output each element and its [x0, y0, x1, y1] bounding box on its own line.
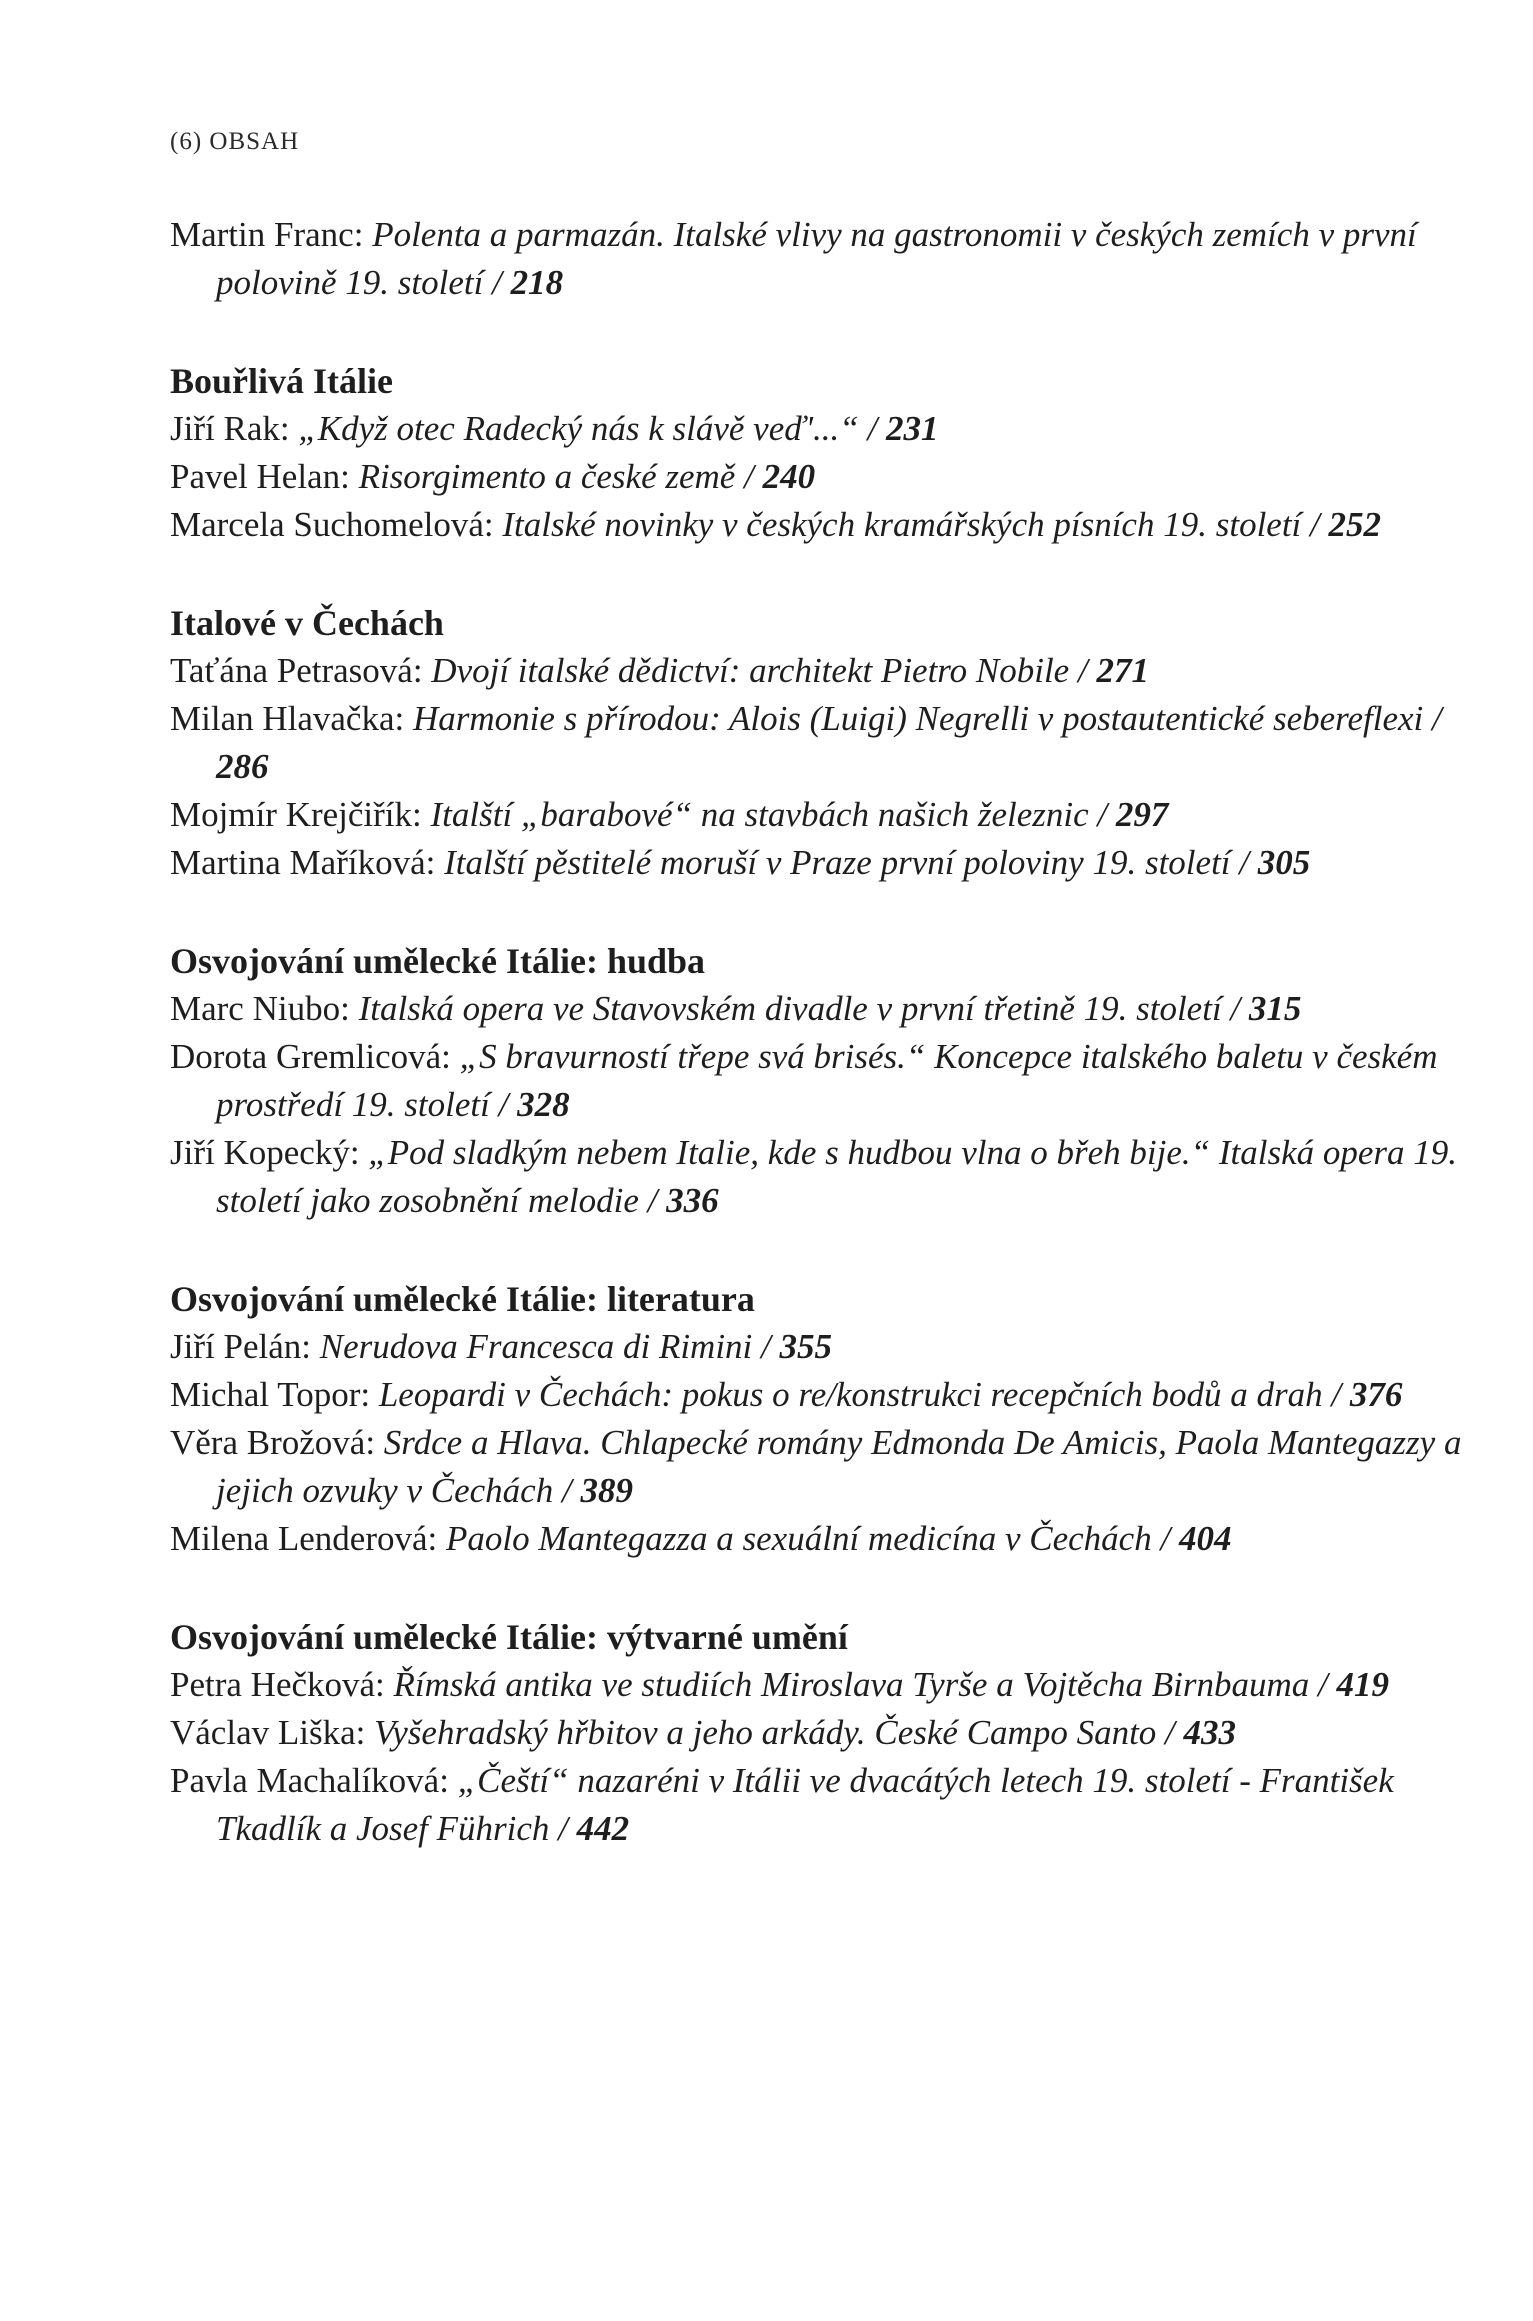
page-separator: / — [561, 1471, 572, 1510]
toc-entry — [170, 985, 1470, 1033]
entry-page-number: 336 — [666, 1181, 719, 1220]
page-separator: / — [1160, 1519, 1171, 1558]
toc-entry — [170, 839, 1470, 887]
entry-title: Dvojí italské dědictví: architekt Pietro Nobile — [431, 651, 1070, 690]
page-separator: / — [744, 457, 754, 496]
entry-page-number: 433 — [1183, 1713, 1237, 1752]
entry-author: Dorota Gremlicová: — [170, 1037, 451, 1076]
entry-author: Pavla Machalíková: — [170, 1761, 449, 1800]
entry-title: Srdce a Hlava. Chlapecké romány Edmonda De Amicis, Paola Mantegazzy a jejich ozvuky v Čechách — [216, 1423, 1462, 1510]
page-separator: / — [1331, 1375, 1342, 1414]
entry-page-number: 240 — [762, 457, 816, 496]
entry-page-number: 376 — [1349, 1375, 1403, 1414]
toc-entry — [170, 1515, 1470, 1563]
toc-entry — [170, 1709, 1470, 1757]
page-separator: / — [1077, 651, 1088, 690]
section-heading: Bouřlivá Itálie — [170, 361, 393, 401]
page-separator: / — [498, 1085, 509, 1124]
toc-entry — [170, 791, 1470, 839]
entry-title: Nerudova Francesca di Rimini — [319, 1327, 753, 1366]
entry-author: Michal Topor: — [170, 1375, 371, 1414]
intro-block — [170, 211, 1470, 307]
entry-page-number: 389 — [580, 1471, 633, 1510]
entry-title: „Když otec Radecký nás k slávě veď'...“ — [298, 409, 859, 448]
entry-author: Milan Hlavačka: — [170, 699, 405, 738]
entry-author: Martina Maříková: — [170, 843, 436, 882]
entry-author: Taťána Petrasová: — [170, 651, 423, 690]
entry-page-number: 305 — [1257, 843, 1311, 882]
page-separator: / — [867, 409, 878, 448]
entry-author: Martin Franc: — [170, 215, 364, 254]
entry-author: Věra Brožová: — [170, 1423, 376, 1462]
entry-author: Jiří Pelán: — [170, 1327, 311, 1366]
page-separator: / — [647, 1181, 658, 1220]
entry-page-number: 286 — [216, 747, 269, 786]
entry-page-number: 355 — [779, 1327, 833, 1366]
entry-title: „S bravurností třepe svá brisés.“ Koncepce italského baletu v českém prostředí 19. století — [216, 1037, 1438, 1124]
toc-entry — [170, 453, 1470, 501]
page-separator: / — [761, 1327, 771, 1366]
toc-section — [170, 357, 1470, 549]
entry-author: Milena Lenderová: — [170, 1519, 438, 1558]
page-separator: / — [1239, 843, 1250, 882]
page-separator: / — [1432, 699, 1442, 738]
toc-entry — [170, 405, 1470, 453]
entry-author: Václav Liška: — [170, 1713, 366, 1752]
toc-entry — [170, 1757, 1470, 1853]
entry-title: Paolo Mantegazza a sexuální medicína v Čechách — [446, 1519, 1152, 1558]
page-separator: / — [1310, 505, 1320, 544]
toc-entry — [170, 1323, 1470, 1371]
entry-title: Italští pěstitelé moruší v Praze první poloviny 19. století — [444, 843, 1231, 882]
entry-author: Jiří Kopecký: — [170, 1133, 360, 1172]
page-separator: / — [558, 1809, 568, 1848]
toc-entry — [170, 1419, 1470, 1515]
page-separator: / — [1165, 1713, 1175, 1752]
entry-title: Risorgimento a české země — [358, 457, 736, 496]
entry-title: Římská antika ve studiích Miroslava Tyrše a Vojtěcha Birnbauma — [393, 1665, 1310, 1704]
toc-section — [170, 599, 1470, 887]
entry-page-number: 271 — [1096, 651, 1149, 690]
page-separator: / — [1230, 989, 1241, 1028]
toc-entry — [170, 1129, 1470, 1225]
toc-entry — [170, 1033, 1470, 1129]
entry-author: Jiří Rak: — [170, 409, 290, 448]
entry-title: Vyšehradský hřbitov a jeho arkády. České Campo Santo — [374, 1713, 1157, 1752]
page-separator: / — [1097, 795, 1108, 834]
entry-page-number: 419 — [1336, 1665, 1389, 1704]
toc-page — [170, 128, 1470, 1853]
entry-title: „Čeští“ nazaréni v Itálii ve dvacátých letech 19. století - František Tkadlík a Josef Führich — [216, 1761, 1394, 1848]
entry-title: Italští „barabové“ na stavbách našich železnic — [430, 795, 1089, 834]
entry-title: Leopardi v Čechách: pokus o re/konstrukci recepčních bodů a drah — [378, 1375, 1323, 1414]
toc-entry — [170, 647, 1470, 695]
page-header: (6) OBSAH — [170, 128, 300, 155]
entry-title: Italské novinky v českých kramářských písních 19. století — [502, 505, 1302, 544]
entry-title: Italská opera ve Stavovském divadle v první třetině 19. století — [358, 989, 1222, 1028]
entry-title: „Pod sladkým nebem Italie, kde s hudbou vlna o břeh bije.“ Italská opera 19. století jako zosobnění melodie — [216, 1133, 1458, 1220]
entry-page-number: 231 — [885, 409, 939, 448]
entry-author: Marcela Suchomelová: — [170, 505, 494, 544]
toc-section — [170, 1275, 1470, 1563]
entry-author: Pavel Helan: — [170, 457, 350, 496]
section-heading: Italové v Čechách — [170, 603, 444, 643]
entry-title: Harmonie s přírodou: Alois (Luigi) Negrelli v postautentické sebereflexi — [412, 699, 1424, 738]
page-separator: / — [1317, 1665, 1328, 1704]
entry-page-number: 442 — [576, 1809, 630, 1848]
toc-section — [170, 937, 1470, 1225]
toc-entry — [170, 1661, 1470, 1709]
entry-page-number: 315 — [1248, 989, 1302, 1028]
section-heading: Osvojování umělecké Itálie: literatura — [170, 1279, 755, 1319]
page-separator: / — [492, 263, 502, 302]
toc-entry — [170, 695, 1470, 791]
entry-page-number: 252 — [1328, 505, 1382, 544]
section-heading: Osvojování umělecké Itálie: výtvarné umění — [170, 1617, 848, 1657]
entry-title: Polenta a parmazán. Italské vlivy na gastronomii v českých zemích v první polovině 19. století — [216, 215, 1417, 302]
entry-page-number: 328 — [517, 1085, 570, 1124]
toc-entry — [170, 211, 1470, 307]
entry-author: Marc Niubo: — [170, 989, 350, 1028]
toc-section — [170, 1613, 1470, 1853]
entry-author: Petra Hečková: — [170, 1665, 385, 1704]
toc-entry — [170, 1371, 1470, 1419]
entry-author: Mojmír Krejčiřík: — [170, 795, 422, 834]
entry-page-number: 297 — [1115, 795, 1169, 834]
entry-page-number: 218 — [510, 263, 564, 302]
section-heading: Osvojování umělecké Itálie: hudba — [170, 941, 706, 981]
entry-page-number: 404 — [1178, 1519, 1232, 1558]
toc-entry — [170, 501, 1470, 549]
